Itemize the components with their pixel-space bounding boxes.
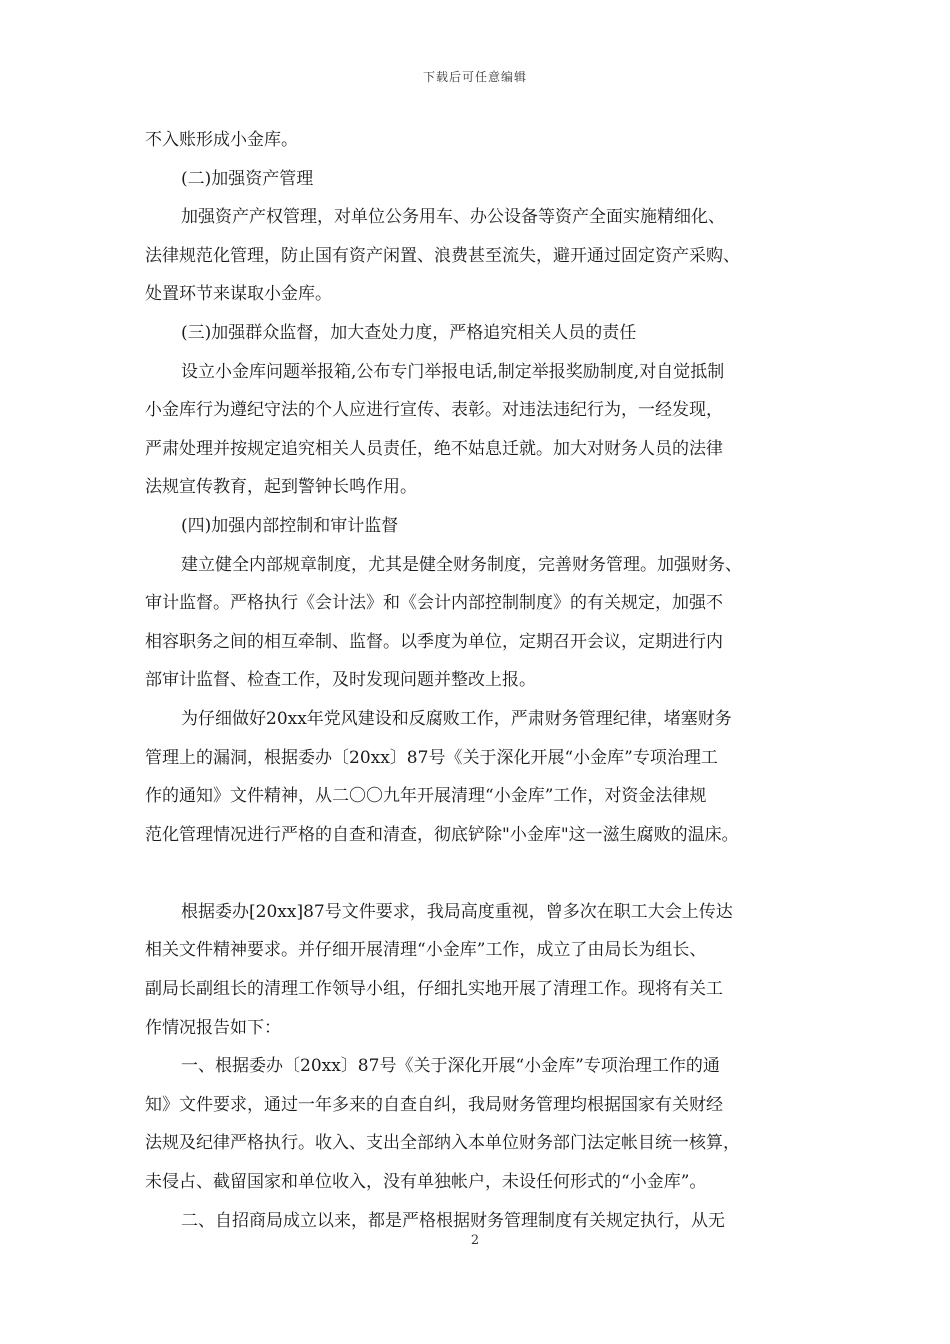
body-line: 作的通知》文件精神，从二〇〇九年开展清理“小金库”工作，对资金法律规 [145, 786, 707, 807]
body-line: 加强资产产权管理，对单位公务用车、办公设备等资产全面实施精细化、 [181, 207, 725, 228]
body-line: 部审计监督、检查工作，及时发现问题并整改上报。 [145, 670, 536, 691]
body-line: 设立小金库问题举报箱,公布专门举报电话,制定举报奖励制度,对自觉抵制 [181, 361, 725, 382]
section-heading: (四)加强内部控制和审计监督 [181, 515, 399, 536]
body-line: 法规宣传教育，起到警钟长鸣作用。 [145, 477, 417, 498]
page-number: 2 [470, 1233, 480, 1248]
body-line: 管理上的漏洞，根据委办〔20xx〕87号《关于深化开展“小金库”专项治理工 [145, 747, 718, 768]
body-line: 相容职务之间的相互牵制、监督。以季度为单位，定期召开会议，定期进行内 [145, 631, 723, 652]
body-line: 法律规范化管理，防止国有资产闲置、浪费甚至流失，避开通过固定资产采购、 [145, 245, 740, 266]
body-line: 相关文件精神要求。并仔细开展清理“小金库”工作，成立了由局长为组长、 [145, 940, 707, 961]
body-line: 严肃处理并按规定追究相关人员责任，绝不姑息迁就。加大对财务人员的法律 [145, 438, 723, 459]
body-line: 根据委办[20xx]87号文件要求，我局高度重视，曾多次在职工大会上传达 [181, 901, 733, 922]
paragraph-gap [145, 854, 820, 893]
body-line: 不入账形成小金库。 [145, 130, 298, 150]
section-heading: (二)加强资产管理 [181, 168, 314, 189]
body-line: 法规及纪律严格执行。收入、支出全部纳入本单位财务部门法定帐目统一核算， [145, 1133, 740, 1154]
body-line: 审计监督。严格执行《会计法》和《会计内部控制制度》的有关规定，加强不 [145, 593, 723, 614]
body-line: 为仔细做好20xx年党风建设和反腐败工作，严肃财务管理纪律，堵塞财务 [181, 708, 732, 729]
body-line: 处置环节来谋取小金库。 [145, 284, 332, 305]
document-body [145, 121, 820, 1240]
page-header: 下载后可任意编辑 [422, 70, 527, 84]
body-line: 未侵占、截留国家和单位收入，没有单独帐户，未设任何形式的“小金库”。 [145, 1172, 707, 1193]
body-line: 二、自招商局成立以来，都是严格根据财务管理制度有关规定执行，从无 [181, 1210, 725, 1231]
body-line: 知》文件要求，通过一年多来的自查自纠，我局财务管理均根据国家有关财经 [145, 1094, 723, 1115]
body-line: 副局长副组长的清理工作领导小组，仔细扎实地开展了清理工作。现将有关工 [145, 979, 723, 1000]
body-line: 范化管理情况进行严格的自查和清查，彻底铲除"小金库"这一滋生腐败的温床。 [145, 824, 739, 845]
body-line: 一、根据委办〔20xx〕87号《关于深化开展“小金库”专项治理工作的通 [181, 1056, 720, 1077]
section-heading: (三)加强群众监督，加大查处力度，严格追究相关人员的责任 [181, 322, 637, 343]
body-line: 建立健全内部规章制度，尤其是健全财务制度，完善财务管理。加强财务、 [181, 554, 742, 575]
body-line: 小金库行为遵纪守法的个人应进行宣传、表彰。对违法违纪行为，一经发现， [145, 400, 723, 421]
body-line: 作情况报告如下： [145, 1017, 281, 1038]
